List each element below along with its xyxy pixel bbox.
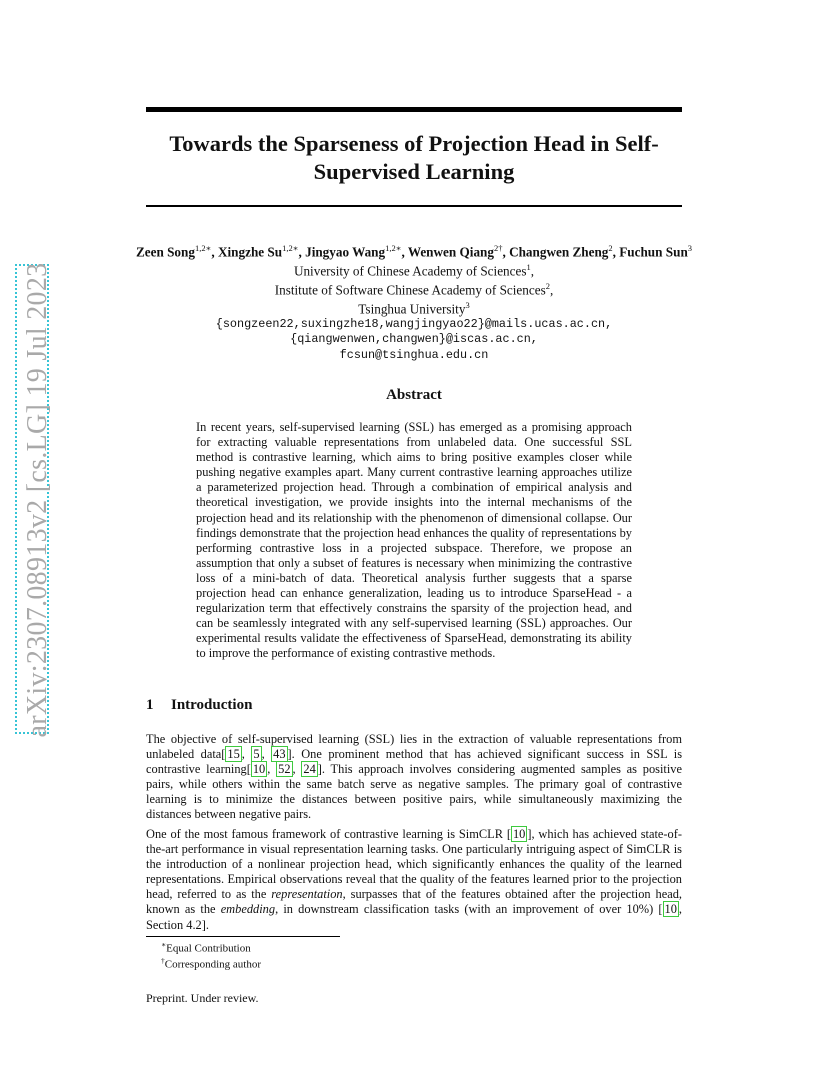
author-email[interactable]: {songzeen22,suxingzhe18,wangjingyao22}@mails.ucas.ac.cn, xyxy=(215,316,613,331)
citation-link[interactable]: 24 xyxy=(303,762,316,777)
author-name: Fuchun Sun xyxy=(619,244,688,260)
author-affiliation-mark: 2 xyxy=(608,243,613,253)
footnote-rule xyxy=(146,936,340,937)
affiliation: University of Chinese Academy of Sciences$^1$, xyxy=(293,261,535,279)
author-name: Jingyao Wang xyxy=(305,244,386,260)
author-name: Zeen Song xyxy=(135,244,195,260)
paper-title: Towards the Sparseness of Projection Head in Self-Supervised Learning xyxy=(169,131,659,184)
citation-link[interactable]: 10 xyxy=(252,762,266,777)
preprint-note: Preprint. Under review. xyxy=(146,991,259,1005)
abstract-body: In recent years, self-supervised learning (SSL) has emerged as a promising approach for extracting valuable representations from unlabeled data. One successful SSL method is contrastive learning, which aims to bring positive examples closer while pushing negative examples apart. Many current contrastive learning approaches utilize a parameterized projection head. Through a combination of empirical analysis and theoretical investigation, we provide insights into the internal mechanisms of the projection head and its relationship with the phenomenon of dimensional collapse. Our findings demonstrate that the projection head enhances the quality of representations by performing contrastive loss in a projected subspace. Therefore, we propose an assumption that only a subset of features is necessary when minimizing the contrastive loss of a mini-batch of data. Theoretical analysis further suggests that a sparse projection head can enhance generalization, leading us to introduce SparseHead - a regularization term that effectively constrains the sparsity of the projection head, and can be seamlessly integrated with any self-supervised learning (SSL) approaches. Our experimental results validate the effectiveness of SparseHead, demonstrating its ability to improve the performance of existing contrastive methods. xyxy=(196,420,632,661)
section-heading xyxy=(146,697,252,714)
citation-link[interactable]: 15 xyxy=(227,747,240,762)
footnote: †Corresponding author xyxy=(161,956,261,971)
section-number: 1 xyxy=(146,697,154,713)
intro-paragraph: The objective of self-supervised learning (SSL) lies in the extraction of valuable representations from unlabeled data[ 15 , 5 , 43 ]. One prominent method that has achieved significant success in SSL is contrastive learning[ 10 , 52 , 24 ]. This approach involves considering augmented samples as positive pairs, while others within the same batch serve as negative samples. The primary goal of contrastive learning is to minimize the distances between positive pairs, while simultaneously maximizing the distances between negative pairs. xyxy=(146,732,683,822)
author-name: Changwen Zheng xyxy=(509,244,609,260)
author-name: Xingzhe Su xyxy=(217,244,283,260)
footnote-mark: ∗ xyxy=(161,940,167,949)
arxiv-identifier[interactable]: arXiv:2307.08913v2 [cs.LG] 19 Jul 2023 xyxy=(22,262,53,738)
author-affiliation-mark: 2† xyxy=(493,243,503,253)
author-email[interactable]: {qiangwenwen,changwen}@iscas.ac.cn, xyxy=(290,332,538,347)
abstract-heading: Abstract xyxy=(386,387,442,403)
author-affiliation-mark: 3 xyxy=(687,243,693,253)
footnote-mark: † xyxy=(161,956,165,965)
footnote: ∗Equal Contribution xyxy=(161,940,251,955)
section-title: Introduction xyxy=(171,697,253,713)
citation-link[interactable]: 52 xyxy=(278,762,291,777)
intro-paragraph: One of the most famous framework of contrastive learning is SimCLR [ 10 ], which has achieved state-of-the-art performance in visual representation learning tasks. One particularly intriguing aspect of SimCLR is the introduction of a nonlinear projection head, which significantly enhances the quality of the learned representations. Empirical observations reveal that the quality of the features learned prior to the projection head, referred to as the representation, surpasses that of the features obtained after the projection head, known as the embedding, in downstream classification tasks (with an improvement of over 10%) [ 10 , Section 4.2]. xyxy=(146,827,683,932)
citation-link[interactable]: 10 xyxy=(512,827,526,841)
author-list: Zeen Song$^{1,2∗}$, Xingzhe $Su^{1,2∗}$, Jingyao Wang$^{1,2∗}$, Wenwen Qiang$^{2\dagger}$, Changwen Zheng$^2$, Fuchun Sun$^3$ xyxy=(135,243,693,260)
affiliation: Institute of Software Chinese Academy of Sciences$^2$, xyxy=(274,280,554,298)
citation-link[interactable]: 43 xyxy=(273,747,286,762)
citation-link[interactable]: 10 xyxy=(664,902,677,917)
author-name: Wenwen Qiang xyxy=(407,244,494,260)
author-affiliation-mark: 1,2∗ xyxy=(385,243,402,253)
author-affiliation-mark: 1,2∗ xyxy=(194,243,212,253)
title-rule-top xyxy=(146,107,682,112)
emphasis-term: embedding xyxy=(220,902,276,917)
affiliation: Tsinghua University$^3$ xyxy=(358,299,470,317)
author-affiliation-mark: 1,2∗ xyxy=(282,243,299,253)
emphasis-term: representation xyxy=(271,887,343,902)
citation-link[interactable]: 5 xyxy=(253,747,260,762)
title-rule-bottom xyxy=(146,205,682,207)
author-email[interactable]: fcsun@tsinghua.edu.cn xyxy=(339,347,489,362)
author-block xyxy=(100,241,728,363)
